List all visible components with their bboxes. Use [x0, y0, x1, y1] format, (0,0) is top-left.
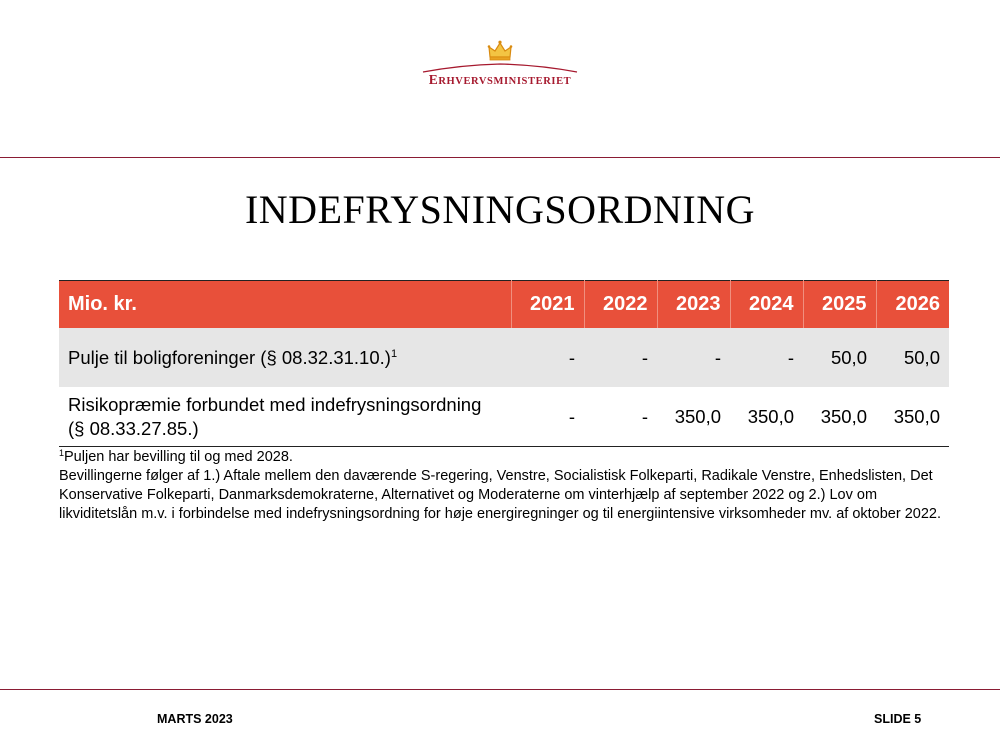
table-cell: -: [584, 328, 657, 387]
table-row: [59, 328, 949, 387]
table-cell: 350,0: [876, 387, 949, 447]
column-header-year: 2023: [657, 281, 730, 329]
footnote: $^1$Puljen har bevilling til og med 2028.: [59, 448, 293, 465]
footer-date: MARTS 2023: [157, 712, 233, 726]
column-header-year: 2026: [876, 281, 949, 329]
crown-icon: [486, 40, 514, 62]
table-cell: -: [730, 328, 803, 387]
footer-divider: [0, 689, 1000, 690]
table-row: [59, 387, 949, 447]
slide-number: SLIDE 5: [874, 712, 922, 726]
ministry-name: ERHVERVSMINISTERIET: [428, 72, 572, 87]
source-note: Bevillingerne følger af 1.) Aftale mellem den daværende S-regering, Venstre, Socialistisk Folkeparti, Radikale Venstre, Enhedslisten, Det Konservative Folkeparti, Danmarksdemokraterne, Alternativet og Moderaterne om vinterhjælp af september 2022 og 2.) Lov om likviditetslån m.v. i forbindelse med indefrysningsordning for høje energiregninger og til energiintensive virksomheder mv. af oktober 2022.: [59, 468, 941, 522]
table-cell: -: [511, 328, 584, 387]
column-header-year: 2022: [584, 281, 657, 329]
row-label: Pulje til boligforeninger (§ 08.32.31.10.)$^1$: [59, 328, 511, 387]
column-header-year: 2024: [730, 281, 803, 329]
table-header-row: [59, 281, 949, 329]
table-notes: [59, 448, 959, 524]
column-header-year: 2025: [803, 281, 876, 329]
table-cell: 350,0: [657, 387, 730, 447]
table-cell: 50,0: [803, 328, 876, 387]
table-cell: 350,0: [730, 387, 803, 447]
table-cell: 50,0: [876, 328, 949, 387]
table-cell: 350,0: [803, 387, 876, 447]
column-header-year: 2021: [511, 281, 584, 329]
table-cell: -: [584, 387, 657, 447]
row-label: Risikopræmie forbundet med indefrysningsordning (§ 08.33.27.85.): [59, 387, 511, 447]
slide-title: INDEFRYSNINGSORDNING: [244, 187, 756, 232]
column-header-unit: Mio. kr.: [68, 293, 137, 315]
header-divider: [0, 157, 1000, 158]
appropriations-table: [59, 280, 949, 447]
table-cell: -: [657, 328, 730, 387]
table-cell: -: [511, 387, 584, 447]
footnote-marker: 1: [390, 347, 398, 360]
ministry-logo: [0, 38, 1000, 98]
